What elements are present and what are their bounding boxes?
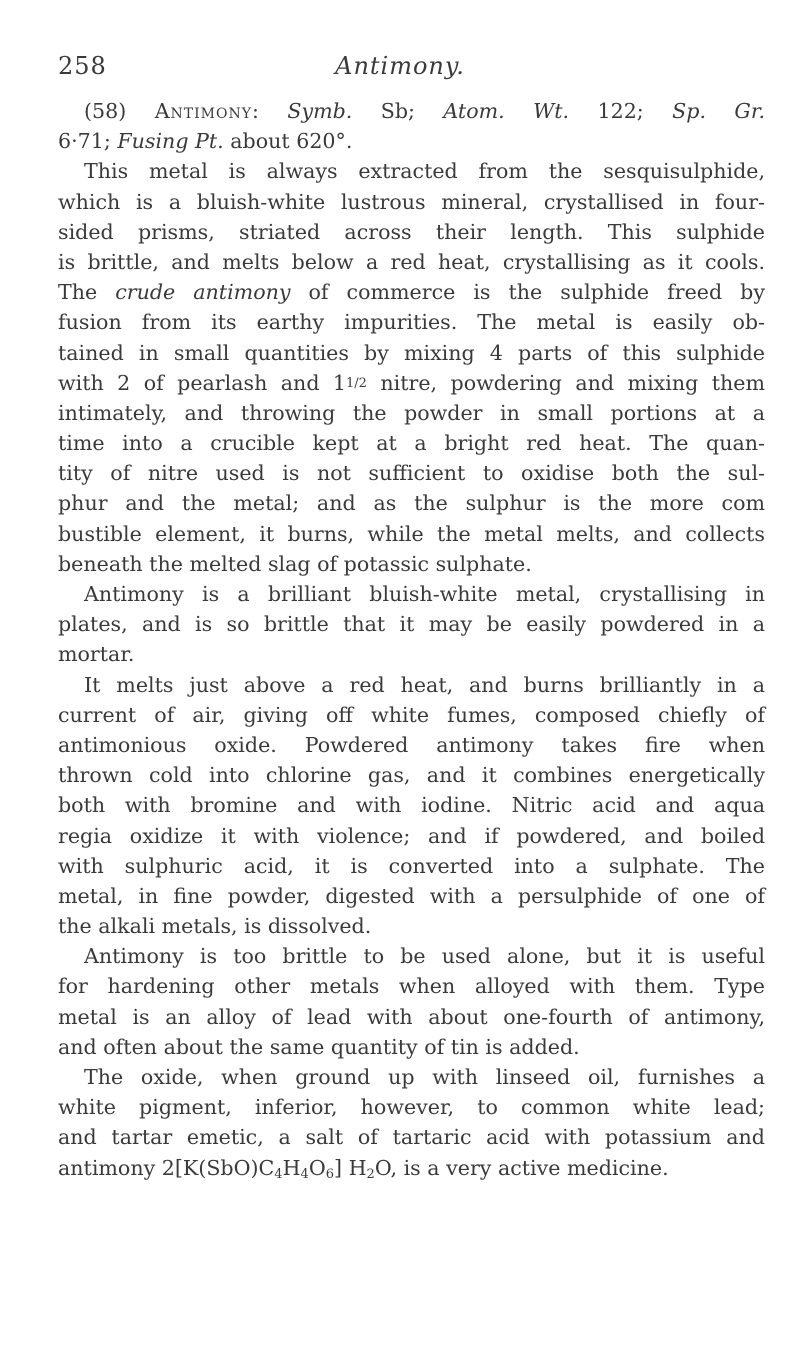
text-line <box>58 368 765 398</box>
text-line: thrown cold into chlorine gas, and it combines energetically <box>58 763 765 788</box>
subscript: 4 <box>274 1166 283 1182</box>
text-line: tity of nitre used is not sufficient to oxidise both the sul- <box>58 461 765 486</box>
text-line: tained in small quantities by mixing 4 parts of this sulphide <box>58 340 765 365</box>
text-line: intimately, and throwing the powder in small portions at a <box>58 400 765 425</box>
text-line: current of air, giving off white fumes, composed chiefly of <box>58 702 765 727</box>
text-line: fusion from its earthy impurities. The metal is easily ob- <box>58 310 765 335</box>
text-run: ] H <box>334 1155 367 1180</box>
text-run: about 620°. <box>223 129 353 154</box>
label-symb: Symb. <box>287 99 353 123</box>
body-text <box>58 96 765 1183</box>
text-line: both with bromine and with iodine. Nitric acid and aqua <box>58 793 765 818</box>
text-line: The oxide, when ground up with linseed oil, furnishes a <box>84 1065 765 1089</box>
label-fusing-point: Fusing Pt. <box>117 129 224 154</box>
page-header <box>0 52 800 82</box>
text-run: (58) <box>84 99 155 123</box>
text-line: antimonious oxide. Powdered antimony takes fire when <box>58 732 765 757</box>
text-line: white pigment, inferior, however, to common white lead; <box>58 1095 765 1120</box>
text-line: plates, and is so brittle that it may be easily powdered in a <box>58 612 765 637</box>
text-line <box>58 277 765 307</box>
text-run: 6·71; <box>58 129 118 154</box>
running-title: Antimony. <box>335 52 465 80</box>
text-line: with sulphuric acid, it is converted into a sulphate. The <box>58 853 765 878</box>
text-line: and tartar emetic, a salt of tartaric acid with potassium and <box>58 1125 765 1150</box>
fraction: 1/2 <box>346 375 367 391</box>
text-line: for hardening other metals when alloyed with them. Type <box>58 974 765 999</box>
text-line: is brittle, and melts below a red heat, crystallising as it cools. <box>58 249 765 274</box>
text-line: metal, in fine powder, digested with a persulphide of one of <box>58 883 765 908</box>
text-line: metal is an alloy of lead with about one-fourth of antimony, <box>58 1004 765 1029</box>
text-line: bustible element, it burns, while the metal melts, and collects <box>58 521 765 546</box>
text-line: Antimony is a brilliant bluish-white metal, crystallising in <box>84 582 765 606</box>
label-specific-gravity: Sp. Gr. <box>672 99 765 123</box>
text-run: 122; <box>569 99 673 123</box>
text-line: regia oxidize it with violence; and if powdered, and boiled <box>58 823 765 848</box>
text-run: antimony 2[K(SbO)C <box>58 1155 275 1180</box>
subscript: 6 <box>325 1166 334 1182</box>
page-number: 258 <box>58 52 107 80</box>
text-run: of commerce is the sulphide freed by <box>290 280 765 305</box>
text-line: which is a bluish-white lustrous mineral, crystallised in four- <box>58 189 765 214</box>
text-line: and often about the same quantity of tin is added. <box>58 1034 580 1059</box>
element-name: Antimony <box>154 99 252 123</box>
formula-line <box>58 1153 765 1183</box>
text-line: time into a crucible kept at a bright red heat. The quan- <box>58 431 765 456</box>
text-line: sided prisms, striated across their length. This sulphide <box>58 219 765 244</box>
text-run: O <box>308 1155 326 1180</box>
text-run: Sb; <box>352 99 444 123</box>
text-line: phur and the metal; and as the sulphur is the more com <box>58 491 765 516</box>
text-run: H <box>282 1155 301 1180</box>
subscript: 2 <box>366 1166 375 1182</box>
subscript: 4 <box>300 1166 309 1182</box>
text-line: beneath the melted slag of potassic sulphate. <box>58 551 532 576</box>
text-run: : <box>251 99 288 123</box>
text-line: This metal is always extracted from the sesquisulphide, <box>84 159 765 184</box>
text-run: nitre, powdering and mixing them <box>366 370 765 395</box>
label-atomic-weight: Atom. Wt. <box>443 99 570 123</box>
text-line <box>58 96 765 126</box>
text-line: It melts just above a red heat, and burns brilliantly in a <box>84 672 765 697</box>
text-line: Antimony is too brittle to be used alone, but it is useful <box>84 944 765 969</box>
text-line: the alkali metals, is dissolved. <box>58 914 372 939</box>
text-run: O, is a very active medicine. <box>374 1155 669 1180</box>
text-run: The <box>58 280 116 305</box>
text-line <box>58 126 765 156</box>
text-line: mortar. <box>58 642 135 667</box>
italic-term: crude antimony <box>115 280 291 305</box>
text-run: with 2 of pearlash and 1 <box>58 370 347 395</box>
